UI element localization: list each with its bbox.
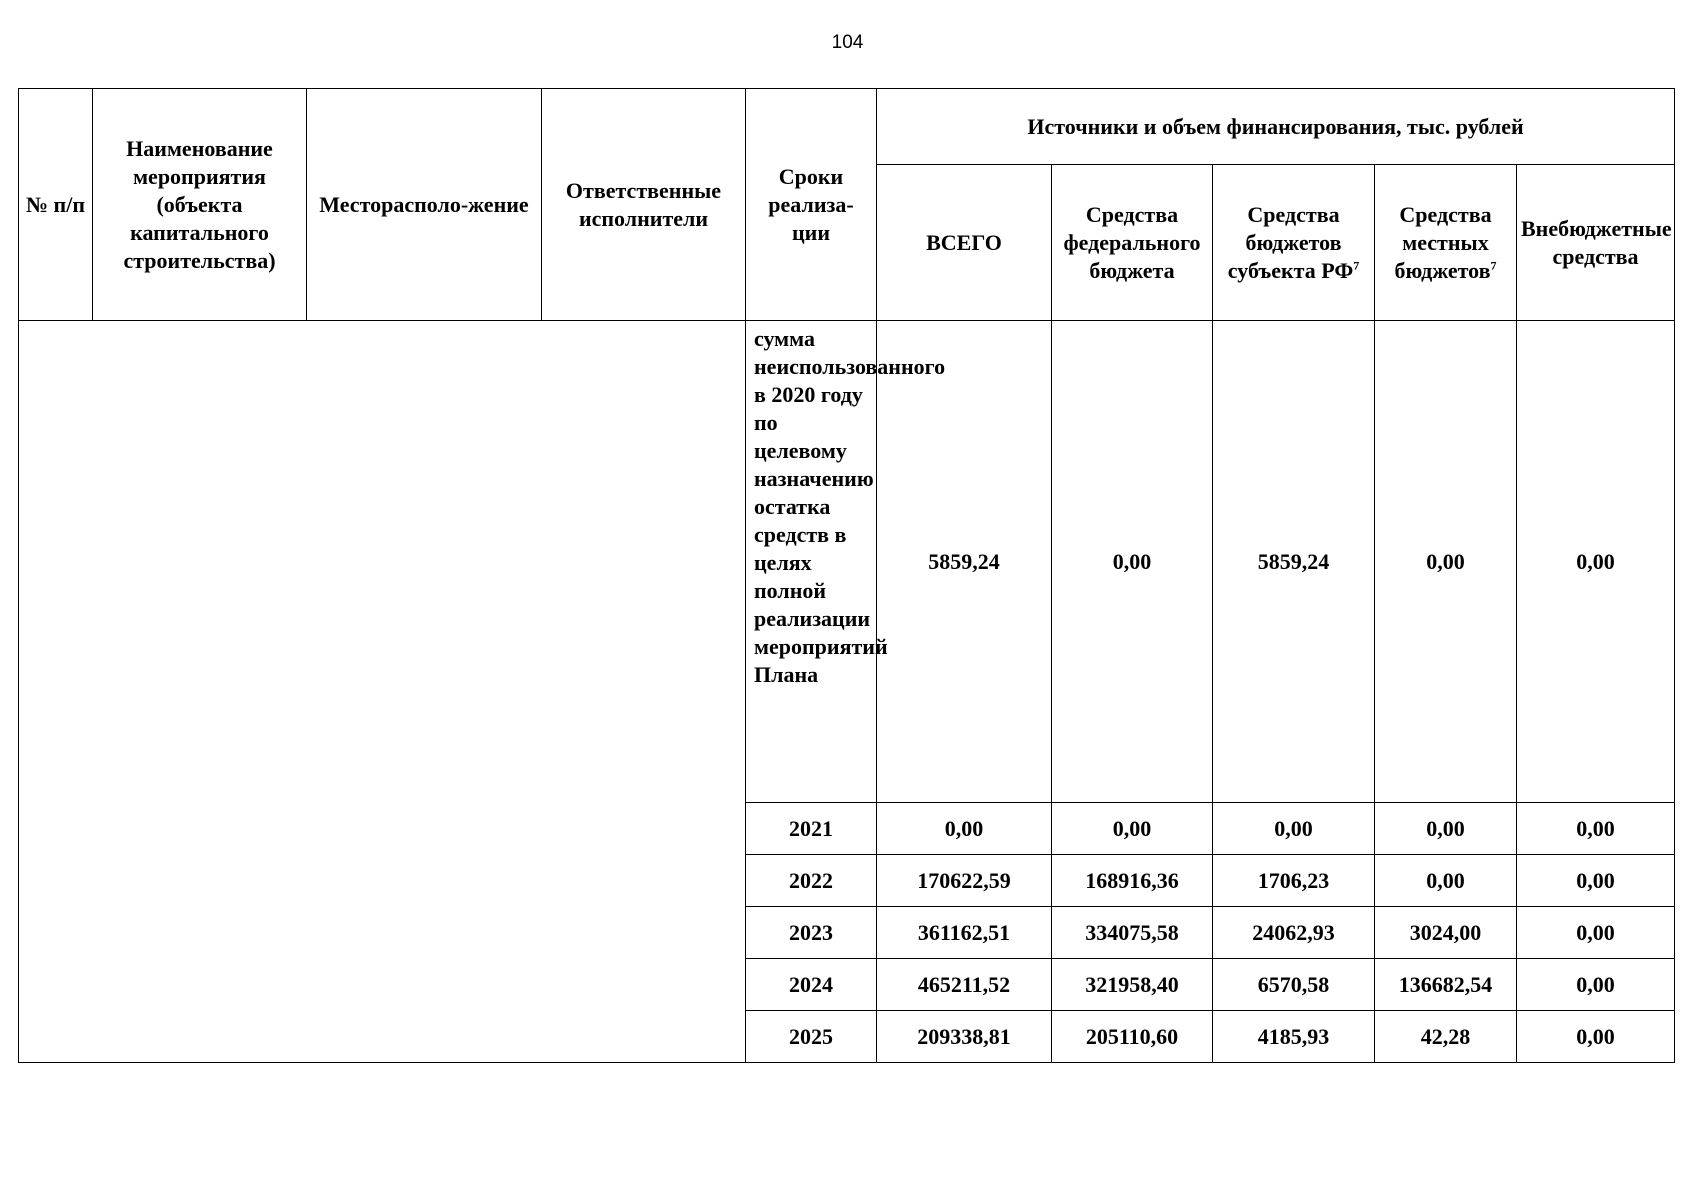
subject-label: Средства бюджетов субъекта РФ: [1227, 201, 1354, 283]
federal-cell: 205110,60: [1052, 1011, 1213, 1063]
table-row: [19, 321, 1675, 803]
col-federal-header: Средства федерального бюджета: [1052, 165, 1213, 321]
local-label: Средства местных бюджетов: [1394, 201, 1492, 283]
header-row-1: [19, 89, 1675, 165]
total-cell: 361162,51: [877, 907, 1052, 959]
merged-empty-cell: [19, 321, 746, 1063]
subject-cell: 24062,93: [1213, 907, 1375, 959]
federal-cell: 0,00: [1052, 803, 1213, 855]
federal-cell: 334075,58: [1052, 907, 1213, 959]
period-cell: 2024: [746, 959, 877, 1011]
subject-cell: 4185,93: [1213, 1011, 1375, 1063]
local-cell: 0,00: [1375, 803, 1517, 855]
col-period-header: Сроки реализа-ции: [746, 89, 877, 321]
extra-cell: 0,00: [1517, 959, 1675, 1011]
local-footnote: 7: [1490, 258, 1497, 273]
period-cell: 2023: [746, 907, 877, 959]
extra-cell: 0,00: [1517, 803, 1675, 855]
total-cell: 0,00: [877, 803, 1052, 855]
total-cell: 5859,24: [877, 321, 1052, 803]
financing-table: [18, 88, 1675, 1063]
federal-cell: 0,00: [1052, 321, 1213, 803]
col-subject-header: [1213, 165, 1375, 321]
subject-cell: 5859,24: [1213, 321, 1375, 803]
total-cell: 209338,81: [877, 1011, 1052, 1063]
period-cell: сумма неиспользованного в 2020 году по целевому назначению остатка средств в целях полной реализации мероприятий Плана: [746, 321, 877, 803]
local-cell: 0,00: [1375, 855, 1517, 907]
subject-cell: 0,00: [1213, 803, 1375, 855]
col-name-header: Наименование мероприятия (объекта капитального строительства): [93, 89, 307, 321]
col-local-header: [1375, 165, 1517, 321]
total-cell: 170622,59: [877, 855, 1052, 907]
col-extra-header: Внебюджетные средства: [1517, 165, 1675, 321]
period-cell: 2021: [746, 803, 877, 855]
period-cell: 2025: [746, 1011, 877, 1063]
extra-cell: 0,00: [1517, 907, 1675, 959]
col-total-header: ВСЕГО: [877, 165, 1052, 321]
federal-cell: 168916,36: [1052, 855, 1213, 907]
col-responsible-header: Ответственные исполнители: [542, 89, 746, 321]
extra-cell: 0,00: [1517, 855, 1675, 907]
sources-title-header: Источники и объем финансирования, тыс. рублей: [877, 89, 1675, 165]
local-cell: 42,28: [1375, 1011, 1517, 1063]
col-location-header: Месторасполо-жение: [307, 89, 542, 321]
local-cell: 136682,54: [1375, 959, 1517, 1011]
subject-footnote: 7: [1353, 258, 1360, 273]
total-cell: 465211,52: [877, 959, 1052, 1011]
local-cell: 0,00: [1375, 321, 1517, 803]
extra-cell: 0,00: [1517, 1011, 1675, 1063]
subject-cell: 1706,23: [1213, 855, 1375, 907]
extra-cell: 0,00: [1517, 321, 1675, 803]
local-cell: 3024,00: [1375, 907, 1517, 959]
federal-cell: 321958,40: [1052, 959, 1213, 1011]
col-num-header: № п/п: [19, 89, 93, 321]
page-number: 104: [831, 32, 864, 53]
subject-cell: 6570,58: [1213, 959, 1375, 1011]
period-cell: 2022: [746, 855, 877, 907]
